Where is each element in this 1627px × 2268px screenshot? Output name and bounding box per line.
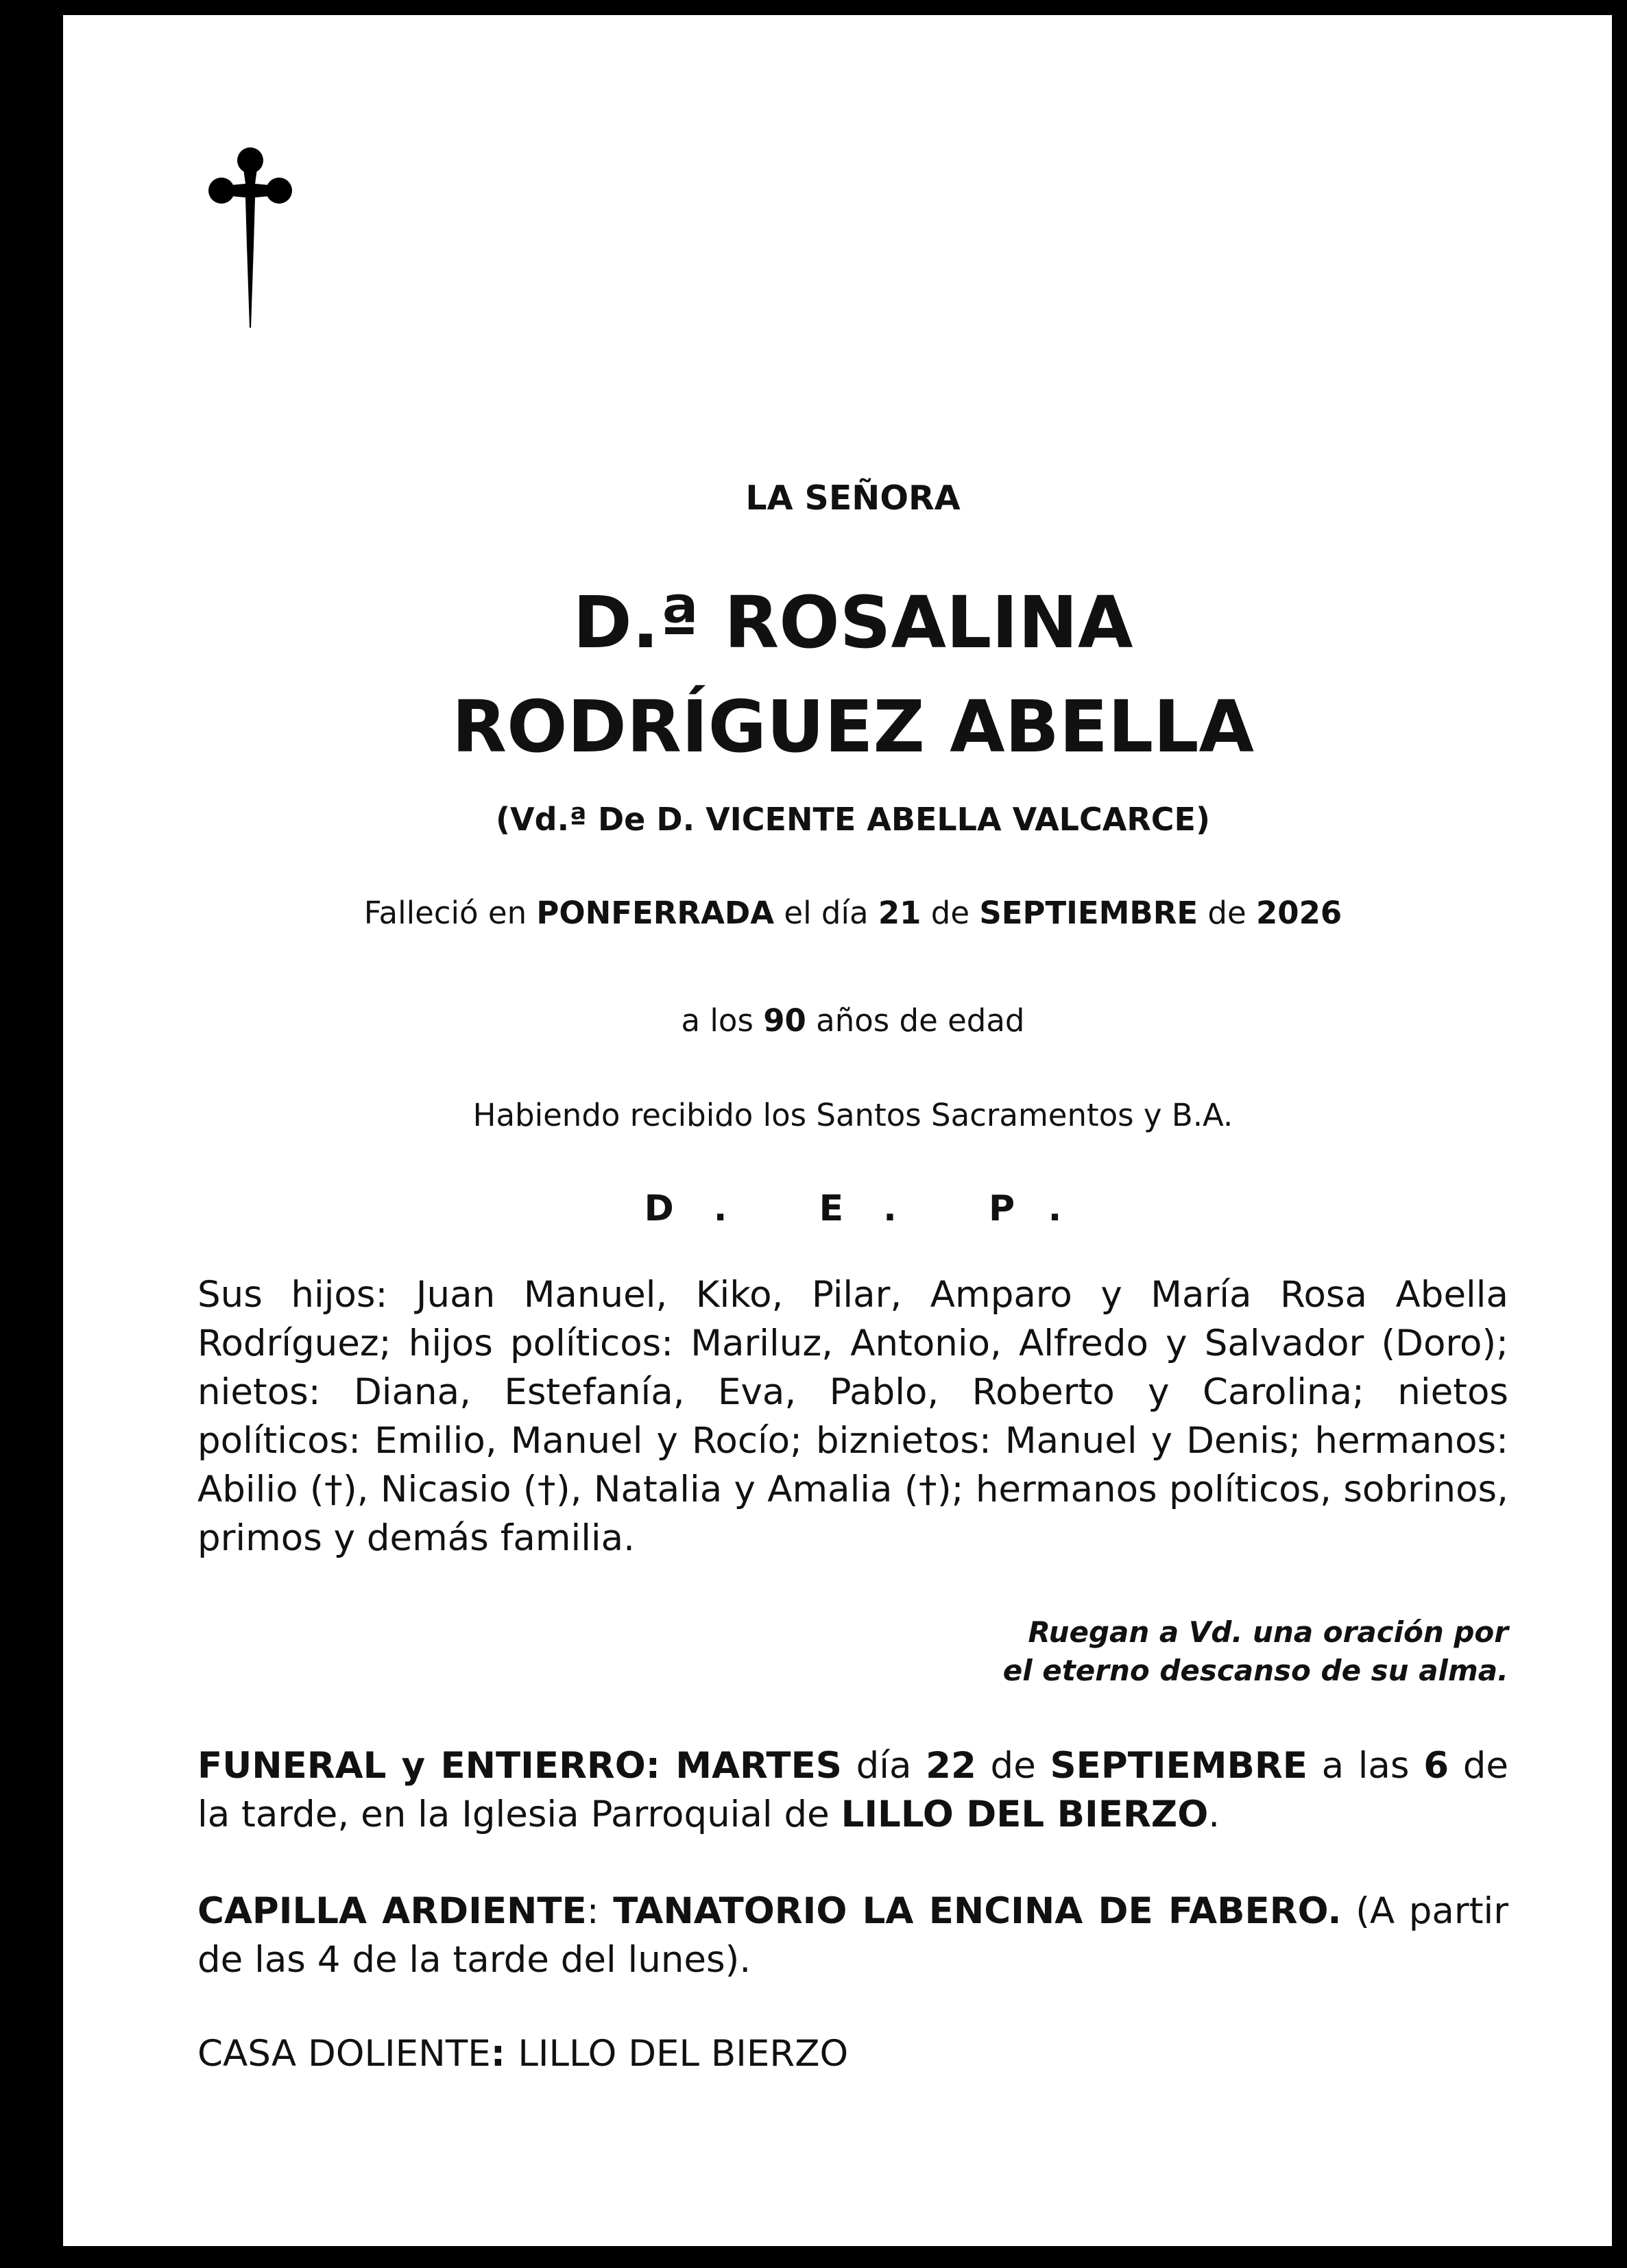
chapel-label: CAPILLA ARDIENTE [197, 1890, 587, 1932]
funeral-text-1: día [841, 1745, 926, 1787]
rip-line: D. E. P. [644, 1188, 1102, 1229]
age-line [197, 1002, 1508, 1039]
widow-of: (Vd.ª De D. VICENTE ABELLA VALCARCE) [496, 801, 1210, 838]
funeral-text-2: de [976, 1745, 1050, 1787]
funeral-day: 22 [926, 1745, 976, 1787]
prayer-request [197, 1613, 1508, 1690]
home-place: LILLO DEL BIERZO [518, 2033, 849, 2075]
chapel-note: (A partir de las 4 de la tarde del lunes). [197, 1890, 1508, 1981]
deceased-name-line1: D.ª ROSALINA [573, 581, 1133, 664]
funeral-end: . [1208, 1794, 1220, 1835]
age-prefix: a los [681, 1002, 764, 1039]
title-label: LA SEÑORA [745, 479, 961, 518]
death-month: SEPTIEMBRE [979, 895, 1198, 931]
deceased-name-line2: RODRÍGUEZ ABELLA [452, 685, 1254, 769]
chapel-info [197, 1887, 1508, 1984]
chapel-place: TANATORIO LA ENCINA DE FABERO. [613, 1890, 1342, 1932]
chapel-sep: : [586, 1890, 614, 1932]
funeral-info [197, 1741, 1508, 1839]
age-years: 90 [763, 1002, 806, 1039]
home-sep: : [490, 2033, 518, 2075]
death-mid3: de [1198, 895, 1256, 931]
death-notice [197, 895, 1508, 931]
death-prefix: Falleció en [363, 895, 537, 931]
funeral-hour: 6 [1423, 1745, 1449, 1787]
death-mid2: de [921, 895, 980, 931]
funeral-place: LILLO DEL BIERZO [841, 1794, 1209, 1835]
prayer-line2: el eterno descanso de su alma. [1002, 1654, 1508, 1687]
santiago-cross-icon [206, 143, 295, 328]
death-place: PONFERRADA [536, 895, 775, 931]
age-suffix: años de edad [806, 1002, 1025, 1039]
prayer-line1: Ruegan a Vd. una oración por [1028, 1615, 1508, 1649]
home-info [197, 2033, 1508, 2075]
funeral-text-4: de la tarde, en la Iglesia Parroquial de [197, 1745, 1508, 1835]
family-paragraph: Sus hijos: Juan Manuel, Kiko, Pilar, Amparo y María Rosa Abella Rodríguez; hijos políticos: Mariluz, Antonio, Alfredo y Salvador (Doro); nietos: Diana, Estefanía, Eva, Pablo, Roberto y Carolina; nietos políticos: Emilio, Manuel y Rocío; biznietos: Manuel y Denis; hermanos: Abilio (†), Nicasio (†), Natalia y Amalia (†); hermanos políticos, sobrinos, primos y demás familia. [197, 1274, 1508, 1559]
funeral-label: FUNERAL y ENTIERRO: MARTES [197, 1745, 842, 1787]
home-label: CASA DOLIENTE [197, 2033, 491, 2075]
death-year: 2026 [1255, 895, 1342, 931]
death-mid1: el día [774, 895, 878, 931]
sacraments-line: Habiendo recibido los Santos Sacramentos y B.A. [472, 1097, 1233, 1133]
funeral-month: SEPTIEMBRE [1050, 1745, 1307, 1787]
death-day: 21 [878, 895, 921, 931]
funeral-text-3: a las [1307, 1745, 1424, 1787]
deceased-name [197, 570, 1508, 779]
